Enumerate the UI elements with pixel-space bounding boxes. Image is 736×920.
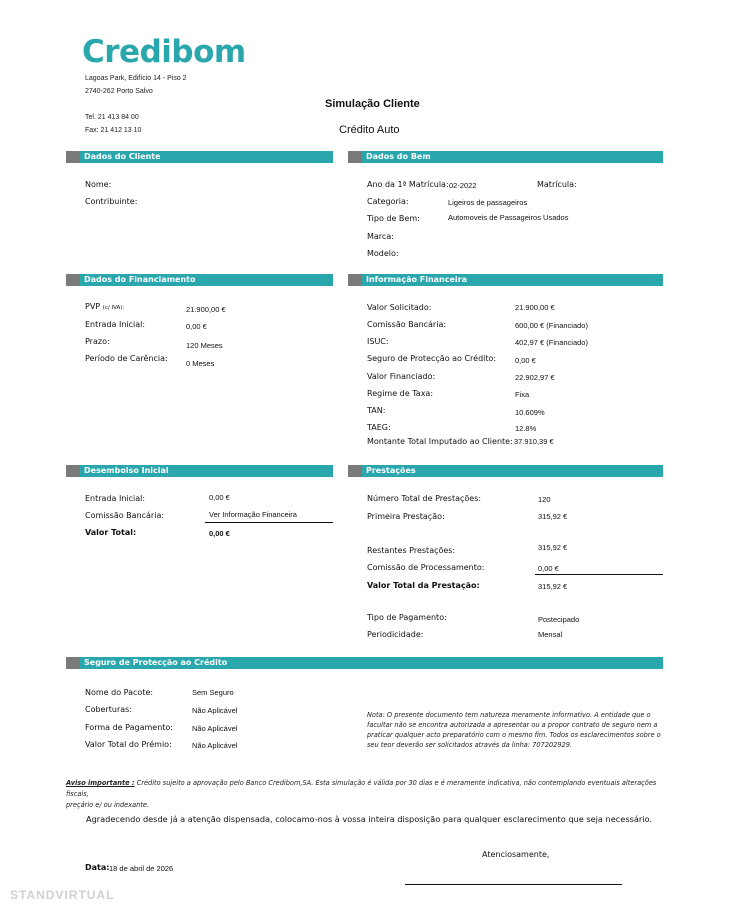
- desembolso-comissao-value: Ver Informação Financeira: [209, 510, 297, 519]
- prazo-label: Prazo:: [85, 337, 110, 346]
- numero-prestacoes-value: 120: [538, 495, 551, 504]
- valor-financiado-value: 22.902,97 €: [515, 373, 555, 382]
- numero-prestacoes-label: Número Total de Prestações:: [367, 494, 482, 503]
- categoria-label: Categoria:: [367, 197, 409, 206]
- seguro-protecao-label: Seguro de Protecção ao Crédito:: [367, 354, 497, 363]
- desembolso-total-line: [205, 522, 333, 523]
- regime-taxa-label: Regime de Taxa:: [367, 389, 434, 398]
- nome-pacote-value: Sem Seguro: [192, 688, 234, 697]
- desembolso-entrada-label: Entrada Inicial:: [85, 494, 146, 503]
- seguro-protecao-value: 0,00 €: [515, 356, 536, 365]
- forma-pagamento-value: Não Aplicável: [192, 724, 238, 733]
- mtic-label: Montante Total Imputado ao Cliente:: [367, 437, 513, 446]
- document-subtitle: Crédito Auto: [339, 124, 400, 136]
- entrada-inicial-value: 0,00 €: [186, 322, 207, 331]
- primeira-prestacao-value: 315,92 €: [538, 512, 568, 521]
- prestacao-total-line: [535, 574, 663, 575]
- mtic-value: 37.910,39 €: [514, 437, 554, 446]
- valor-total-prestacao-value: 315,92 €: [538, 582, 568, 591]
- restantes-prestacoes-label: Restantes Prestações:: [367, 546, 456, 555]
- valor-financiado-label: Valor Financiado:: [367, 372, 436, 381]
- nome-pacote-label: Nome do Pacote:: [85, 688, 154, 697]
- categoria-value: Ligeiros de passageiros: [448, 198, 528, 207]
- carencia-value: 0 Meses: [186, 359, 215, 368]
- address-line-1: Lagoas Park, Edifício 14 - Piso 2: [85, 75, 187, 82]
- ano-matricula-label: Ano da 1ª Matrícula:: [367, 180, 449, 189]
- forma-pagamento-label: Forma de Pagamento:: [85, 723, 173, 732]
- prazo-value: 120 Meses: [186, 341, 223, 350]
- valor-solicitado-value: 21.900,00 €: [515, 303, 555, 312]
- section-informacao-financeira: Informação Financeira: [348, 274, 663, 286]
- pvp-label: PVP (c/ IVA):: [85, 302, 125, 311]
- tel: Tel. 21 413 84 00: [85, 114, 139, 121]
- matricula-label: Matrícula:: [537, 180, 577, 189]
- address-line-2: 2740-262 Porto Salvo: [85, 88, 153, 95]
- isuc-label: ISUC:: [367, 337, 389, 346]
- credibom-logo: Credibom: [82, 34, 246, 70]
- modelo-label: Modelo:: [367, 249, 399, 258]
- taeg-label: TAEG:: [367, 423, 391, 432]
- comissao-bancaria-value: 600,00 € (Financiado): [515, 321, 588, 330]
- signature-line: [405, 884, 622, 885]
- desembolso-entrada-value: 0,00 €: [209, 493, 230, 502]
- valor-total-prestacao-label: Valor Total da Prestação:: [367, 581, 480, 590]
- desembolso-comissao-label: Comissão Bancária:: [85, 511, 165, 520]
- atenciosamente: Atenciosamente,: [482, 850, 550, 859]
- periodicidade-value: Mensal: [538, 630, 563, 639]
- section-seguro-protecao: Seguro de Protecção ao Crédito: [66, 657, 663, 669]
- tipo-pagamento-label: Tipo de Pagamento:: [367, 613, 447, 622]
- tan-value: 10.609%: [515, 408, 545, 417]
- section-dados-bem: Dados do Bem: [348, 151, 663, 163]
- entrada-inicial-label: Entrada Inicial:: [85, 320, 146, 329]
- tan-label: TAN:: [367, 406, 386, 415]
- section-desembolso-inicial: Desembolso Inicial: [66, 465, 333, 477]
- section-dados-financiamento: Dados do Financiamento: [66, 274, 333, 286]
- fax: Fax: 21 412 13 10: [85, 127, 142, 134]
- regime-taxa-value: Fixa: [515, 390, 530, 399]
- document-title: Simulação Cliente: [325, 98, 420, 110]
- comissao-processamento-label: Comissão de Processamento:: [367, 563, 485, 572]
- isuc-value: 402,97 € (Financiado): [515, 338, 588, 347]
- desembolso-total-label: Valor Total:: [85, 528, 137, 537]
- section-dados-cliente: Dados do Cliente: [66, 151, 333, 163]
- primeira-prestacao-label: Primeira Prestação:: [367, 512, 445, 521]
- tipo-bem-label: Tipo de Bem:: [367, 214, 420, 223]
- valor-premio-value: Não Aplicável: [192, 741, 238, 750]
- section-prestacoes: Prestações: [348, 465, 663, 477]
- valor-solicitado-label: Valor Solicitado:: [367, 303, 432, 312]
- tipo-pagamento-value: Postecipado: [538, 615, 580, 624]
- periodicidade-label: Periodicidade:: [367, 630, 424, 639]
- watermark: STANDVIRTUAL: [10, 888, 115, 902]
- valor-premio-label: Valor Total do Prémio:: [85, 740, 172, 749]
- pvp-value: 21.900,00 €: [186, 305, 226, 314]
- marca-label: Marca:: [367, 232, 394, 241]
- tipo-bem-value: Automoveis de Passageiros Usados: [448, 213, 569, 222]
- contribuinte-label: Contribuinte:: [85, 197, 138, 206]
- data-value: 18 de abril de 2026: [109, 864, 174, 873]
- ano-matricula-value: 02-2022: [449, 181, 477, 190]
- restantes-prestacoes-value: 315,92 €: [538, 543, 568, 552]
- agradecimento: Agradecendo desde já a atenção dispensada, colocamo-nos à vossa inteira disposição para qualquer esclarecimento que seja necessário.: [86, 814, 652, 824]
- seguro-nota: Nota: O presente documento tem natureza meramente informativo. A entidade que o facultar não se encontra autorizada a apresentar ou a propor contrato de seguro nem a praticar qualquer acto preparatório com o mesmo fim. Todos os esclarecimentos sobre o seu teor deverão ser solicitados através da linha: 707202929.: [367, 711, 661, 749]
- carencia-label: Período de Carência:: [85, 354, 168, 363]
- comissao-processamento-value: 0,00 €: [538, 564, 559, 573]
- aviso-importante: Aviso importante : Crédito sujeito a aprovação pelo Banco Credibom,SA. Esta simulação é válida por 30 dias e é meramente indicativa, não contemplando eventuais alterações fiscais, preçário e/ ou indexante.: [66, 779, 657, 809]
- desembolso-total-value: 0,00 €: [209, 529, 230, 538]
- comissao-bancaria-label: Comissão Bancária:: [367, 320, 447, 329]
- taeg-value: 12.8%: [515, 424, 537, 433]
- coberturas-value: Não Aplicável: [192, 706, 238, 715]
- nome-label: Nome:: [85, 180, 112, 189]
- data-label: Data:: [85, 863, 110, 872]
- coberturas-label: Coberturas:: [85, 705, 133, 714]
